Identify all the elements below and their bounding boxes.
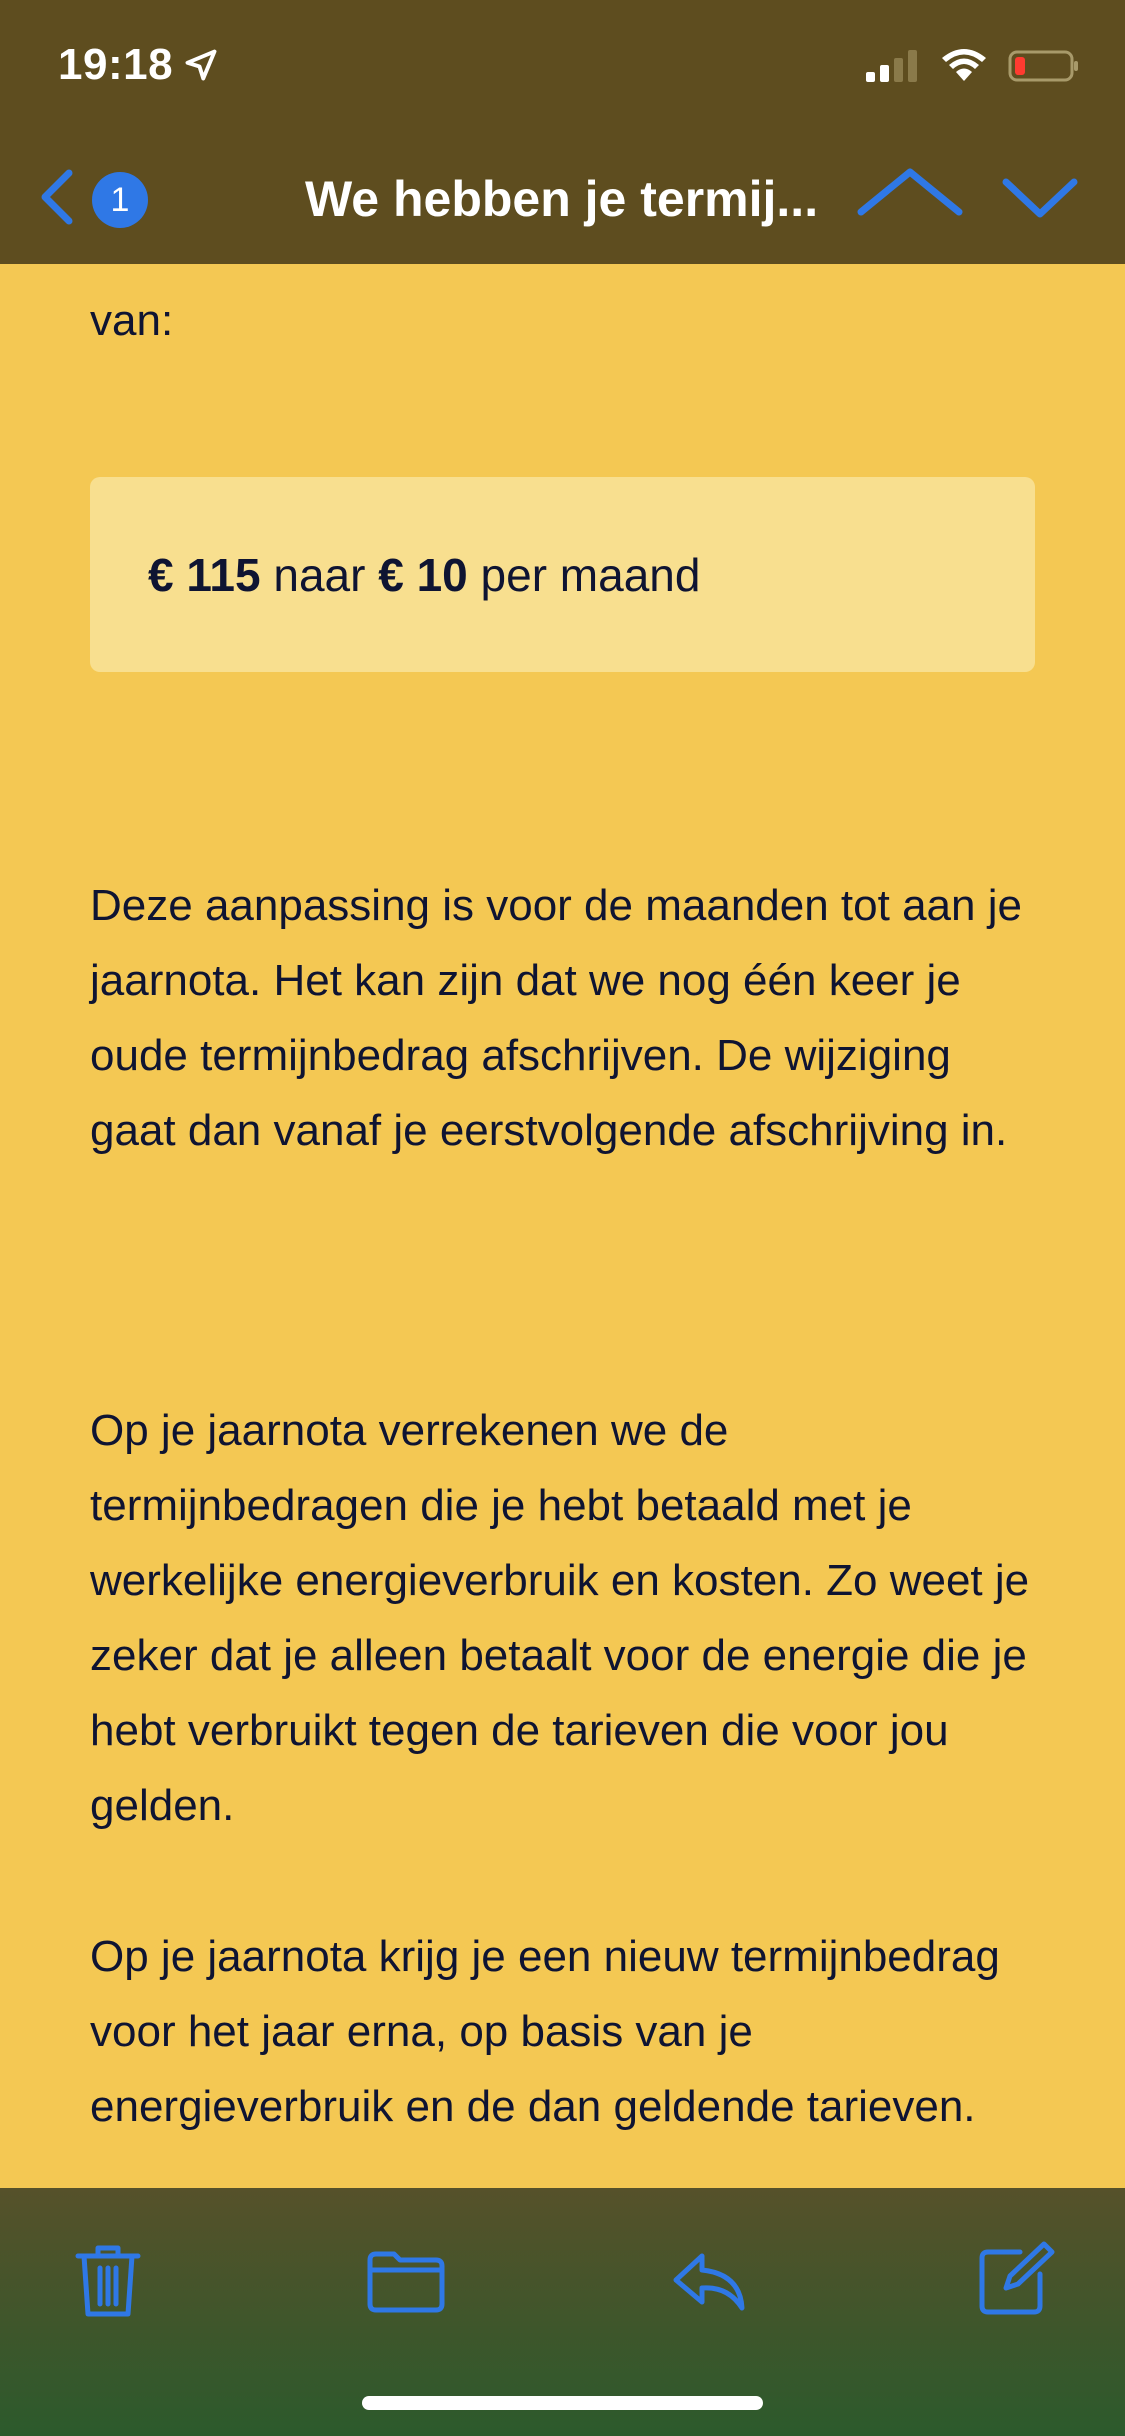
new-amount: € 10	[378, 548, 468, 601]
previous-message-chevron-up-icon[interactable]	[855, 162, 965, 232]
chevron-left-icon	[37, 167, 77, 227]
compose-icon[interactable]	[972, 2238, 1056, 2322]
mail-nav-bar	[0, 132, 1125, 264]
back-button[interactable]	[22, 162, 92, 232]
trash-icon[interactable]	[66, 2238, 150, 2322]
paragraph-new-amount: Op je jaarnota krijg je een nieuw termijnbedrag voor het jaar erna, op basis van je energieverbruik en de dan geldende tarieven.	[90, 1932, 1000, 2131]
status-indicators	[864, 48, 1080, 84]
home-indicator[interactable]	[362, 2396, 763, 2410]
unread-count-badge[interactable]: 1	[92, 172, 148, 228]
message-subject-title: We hebben je termij...	[305, 171, 819, 227]
status-time-group	[58, 40, 219, 90]
amount-suffix: per maand	[480, 548, 701, 601]
status-bar	[0, 0, 1125, 132]
old-amount: € 115	[148, 548, 261, 601]
paragraph-adjustment: Deze aanpassing is voor de maanden tot aan je jaarnota. Het kan zijn dat we nog één keer je oude termijnbedrag afschrijven. De wijziging gaat dan vanaf je eerstvolgende afschrijving in.	[90, 881, 1022, 1155]
location-arrow-icon	[183, 47, 219, 83]
wifi-icon	[940, 48, 988, 84]
paragraph-settlement: Op je jaarnota verrekenen we de termijnbedragen die je hebt betaald met je werkelijke energieverbruik en kosten. Zo weet je zeker dat je alleen betaalt voor de energie die je hebt verbruikt tegen de tarieven die voor jou gelden.	[90, 1406, 1030, 1830]
cellular-signal-icon	[864, 48, 920, 84]
battery-icon	[1008, 48, 1080, 84]
status-time: 19:18	[58, 40, 174, 89]
amount-connector: naar	[273, 548, 366, 601]
amount-change-box	[90, 477, 1035, 672]
reply-icon[interactable]	[668, 2238, 752, 2322]
next-message-chevron-down-icon[interactable]	[1000, 162, 1080, 232]
text-fragment: van:	[90, 296, 174, 345]
folder-icon[interactable]	[364, 2238, 448, 2322]
